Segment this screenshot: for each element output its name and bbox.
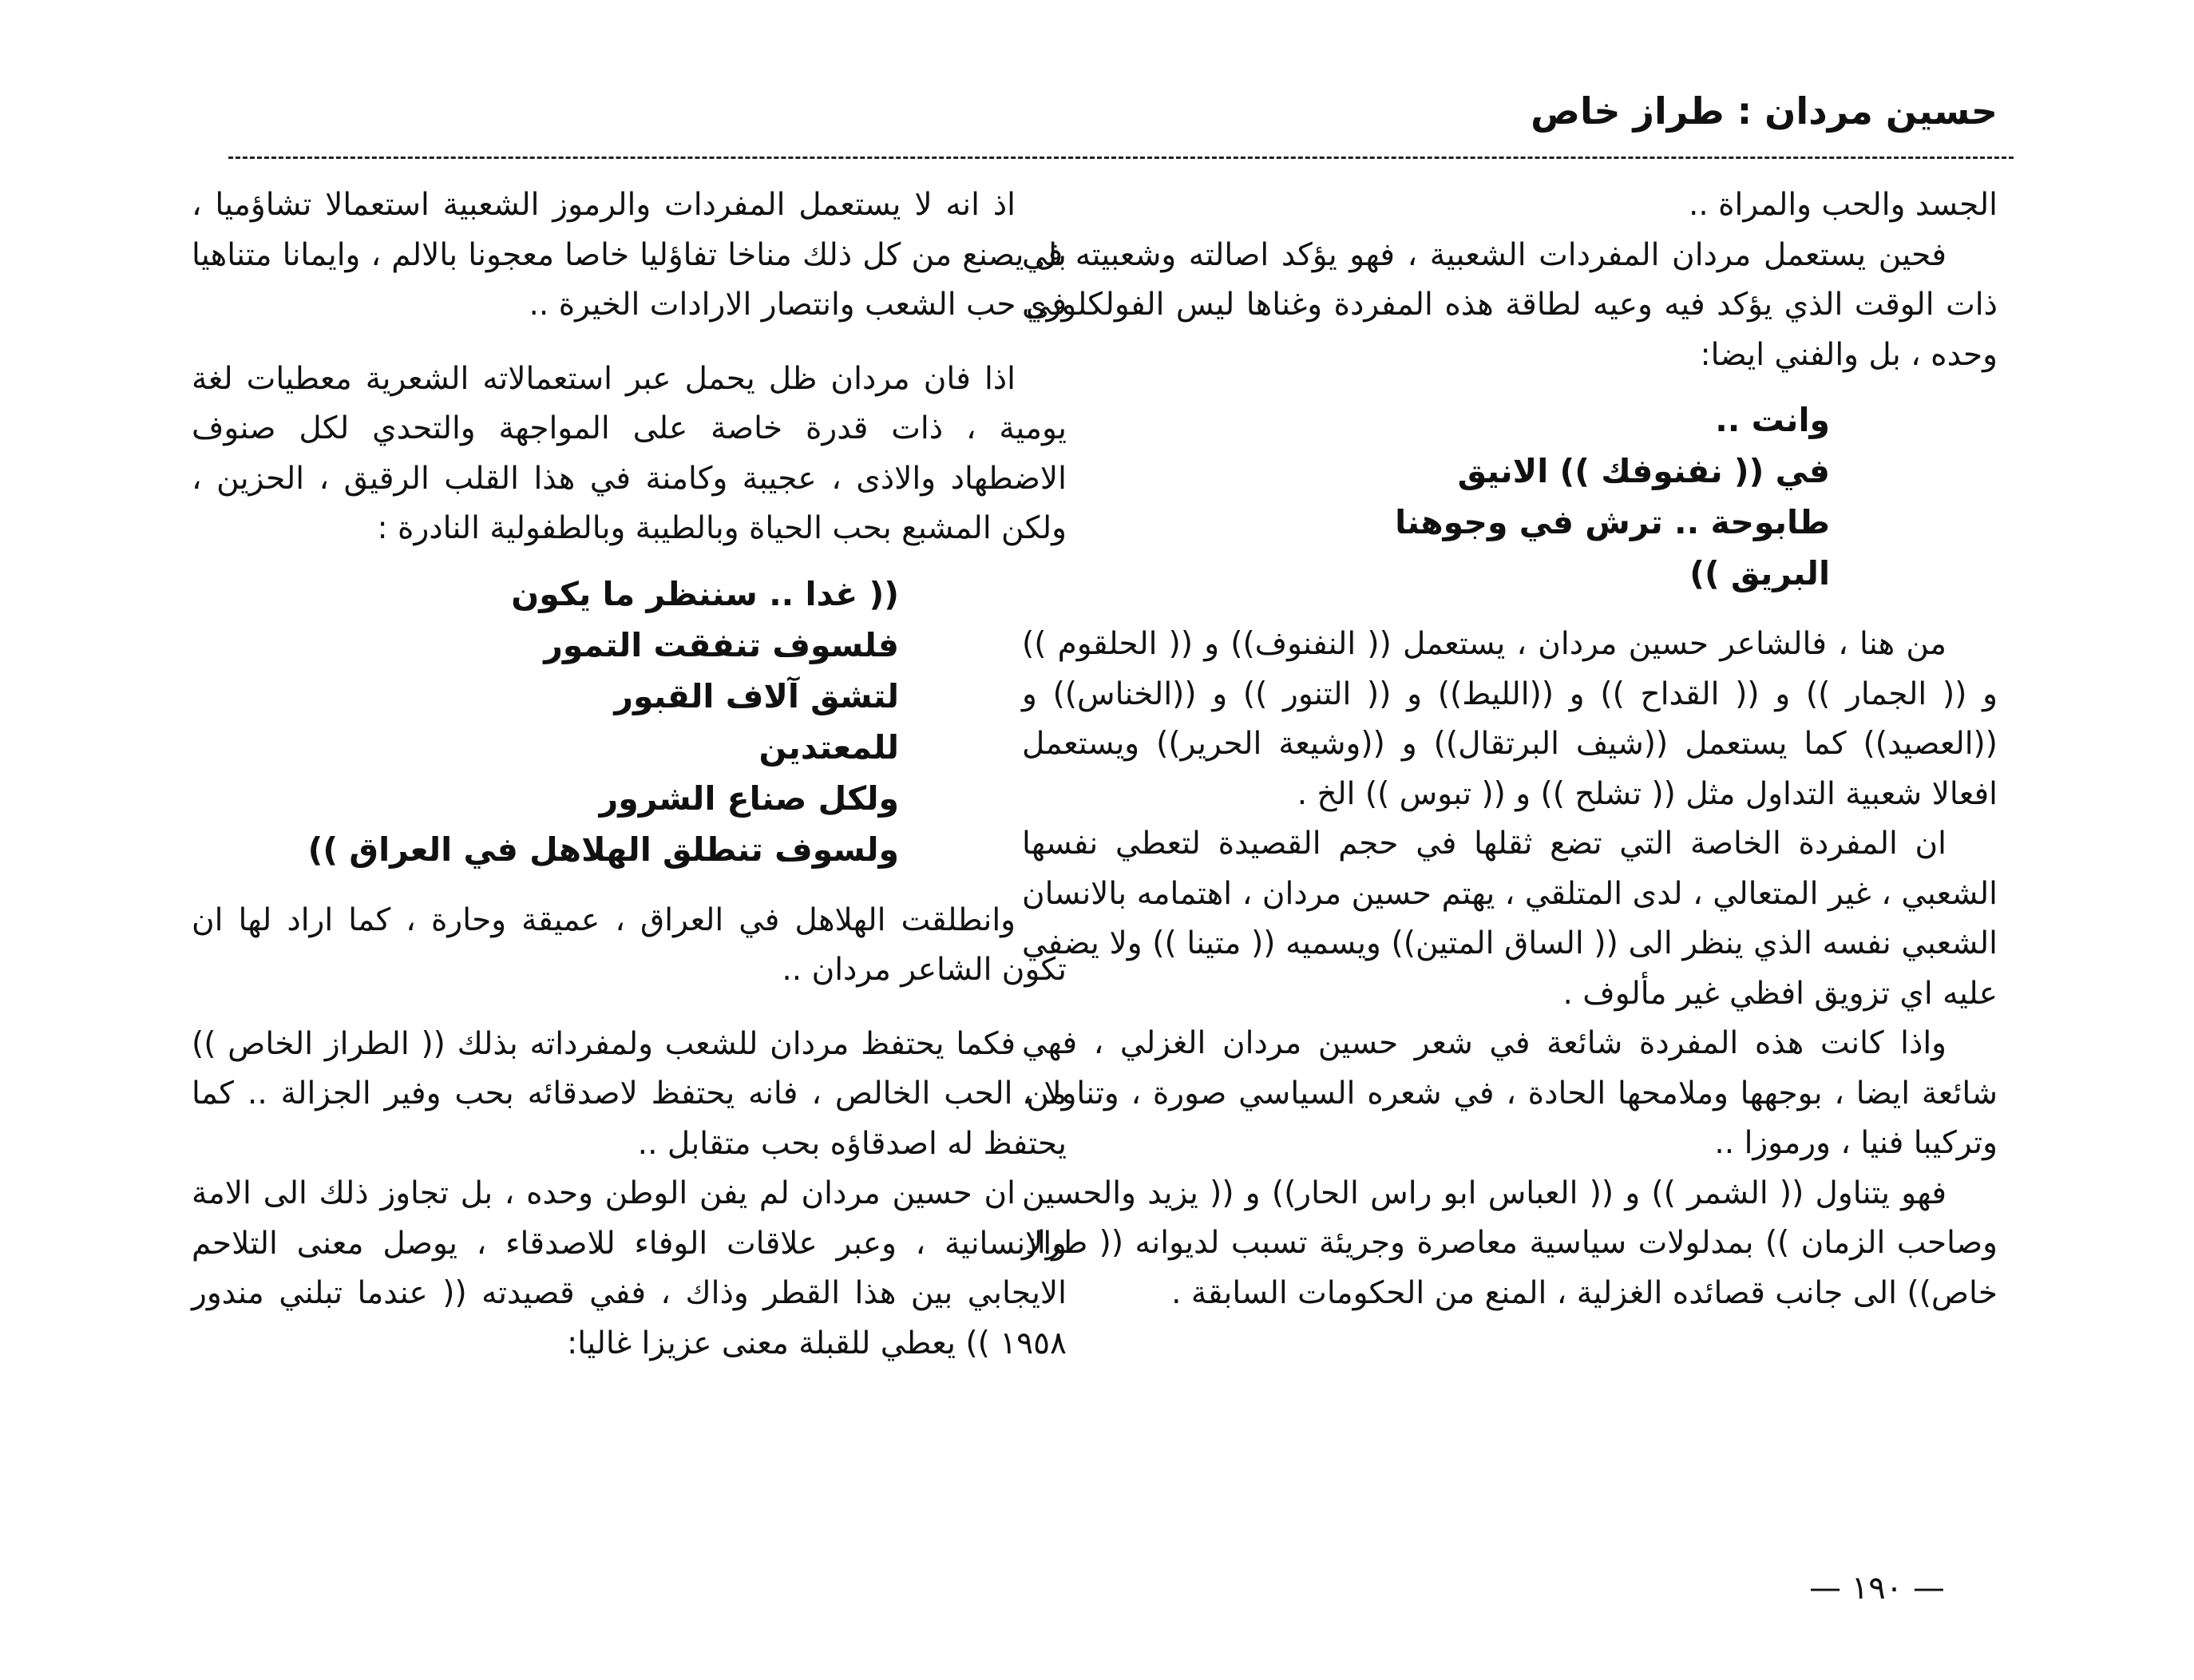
paragraph: الجسد والحب والمراة ..	[1688, 187, 1998, 223]
paragraph: فحين يستعمل مردان المفردات الشعبية ، فهو يؤكد اصالته وشعبيته في ذات الوقت الذي يؤكد فيه وعيه لطاقة هذه المفردة وغناها ليس الفولكلوري وحده ، بل والفني ايضا:	[1022, 236, 1998, 373]
paragraph: ان حسين مردان لم يفن الوطن وحده ، بل تجاوز ذلك الى الامة والانسانية ، وعبر علاقات الوفاء للاصدقاء ، يوصل معنى التلاحم الايجابي بين هذا القطر وذاك ، ففي قصيدته (( عندما تبلني مندور ١٩٥٨ )) يعطي للقبلة معنى عزيزا غاليا:	[192, 1175, 1067, 1361]
page-number: — ١٩٠ —	[1809, 1570, 1945, 1607]
verse-line: في (( نفنوفك )) الانيق	[1457, 452, 1830, 490]
verse-line: ولسوف تنطلق الهلاهل في العراق ))	[307, 830, 899, 869]
paragraph-gap	[192, 996, 1067, 1020]
paragraph: اذا فان مردان ظل يحمل عبر استعمالاته الشعرية معطيات لغة يومية ، ذات قدرة خاصة على المواجهة والتحدي لكل صنوف الاضطهاد والاذى ، عجيبة وكامنة في هذا القلب الرقيق ، الحزين ، ولكن المشبع بحب الحياة وبالطيبة وبالطفولية النادرة :	[192, 360, 1067, 546]
paragraph-gap	[192, 331, 1067, 355]
paragraph: واذا كانت هذه المفردة شائعة في شعر حسين مردان الغزلي ، فهي شائعة ايضا ، بوجهها وملامحها الحادة ، في شعره السياسي صورة ، وتناولا ، وتركيبا فنيا ، ورموزا ..	[1022, 1025, 1998, 1161]
verse-block	[1022, 394, 1998, 599]
verse-line: البريق ))	[1689, 554, 1830, 592]
verse-line: طابوحة .. ترش في وجوهنا	[1395, 503, 1830, 541]
verse-line: فلسوف تنفقت التمور	[544, 625, 899, 664]
verse-line: ولكل صناع الشرور	[599, 779, 899, 818]
verse-line: للمعتدين	[758, 727, 899, 767]
verse-line: وانت ..	[1715, 401, 1830, 439]
paragraph: وانطلقت الهلاهل في العراق ، عميقة وحارة ، كما اراد لها ان تكون الشاعر مردان ..	[192, 901, 1067, 988]
paragraph: ان المفردة الخاصة التي تضع ثقلها في حجم القصيدة لتعطي نفسها الشعبي ، غير المتعالي ، لدى المتلقي ، يهتم حسين مردان ، اهتمامه بالانسان الشعبي نفسه الذي ينظر الى (( الساق المتين)) ويسميه (( متينا )) ولا يضفي عليه اي تزويق افظي غير مألوف .	[1022, 826, 1998, 1012]
paragraph: من هنا ، فالشاعر حسين مردان ، يستعمل (( النفنوف)) و (( الحلقوم )) و (( الجمار )) و (( القداح )) و ((الليط)) و (( التنور )) و ((الخناس)) و ((العصيد)) كما يستعمل ((شيف البرتقال)) و ((وشيعة الحرير)) ويستعمل افعالا شعبية التداول مثل (( تشلح )) و (( تبوس )) الخ .	[1022, 626, 1998, 812]
paragraph: فهو يتناول (( الشمر )) و (( العباس ابو راس الحار)) و (( يزيد والحسين وصاحب الزمان )) بمدلولات سياسية معاصرة وجريئة تسبب لديوانه (( طراز خاص)) الى جانب قصائده الغزلية ، المنع من الحكومات السابقة .	[1022, 1175, 1998, 1311]
right-column	[1022, 180, 1998, 1318]
paragraph: فكما يحتفظ مردان للشعب ولمفرداته بذلك (( الطراز الخاص )) من الحب الخالص ، فانه يحتفظ لاصدقائه بحب وفير الجزالة .. كما يحتفظ له اصدقاؤه بحب متقابل ..	[192, 1025, 1067, 1162]
verse-line: لتشق آلاف القبور	[614, 676, 899, 715]
paragraph: اذ انه لا يستعمل المفردات والرموز الشعبية استعمالا تشاؤميا ، بل يصنع من كل ذلك مناخا تفاؤليا خاصا معجونا بالالم ، وايمانا متناهيا في حب الشعب وانتصار الارادات الخيرة ..	[192, 187, 1067, 323]
verse-line: (( غدا .. سننظر ما يكون	[511, 574, 899, 613]
left-column	[192, 180, 1067, 1369]
verse-block	[192, 569, 1067, 875]
header-rule	[228, 157, 2014, 159]
running-title: حسين مردان : طراز خاص	[1531, 89, 1998, 133]
